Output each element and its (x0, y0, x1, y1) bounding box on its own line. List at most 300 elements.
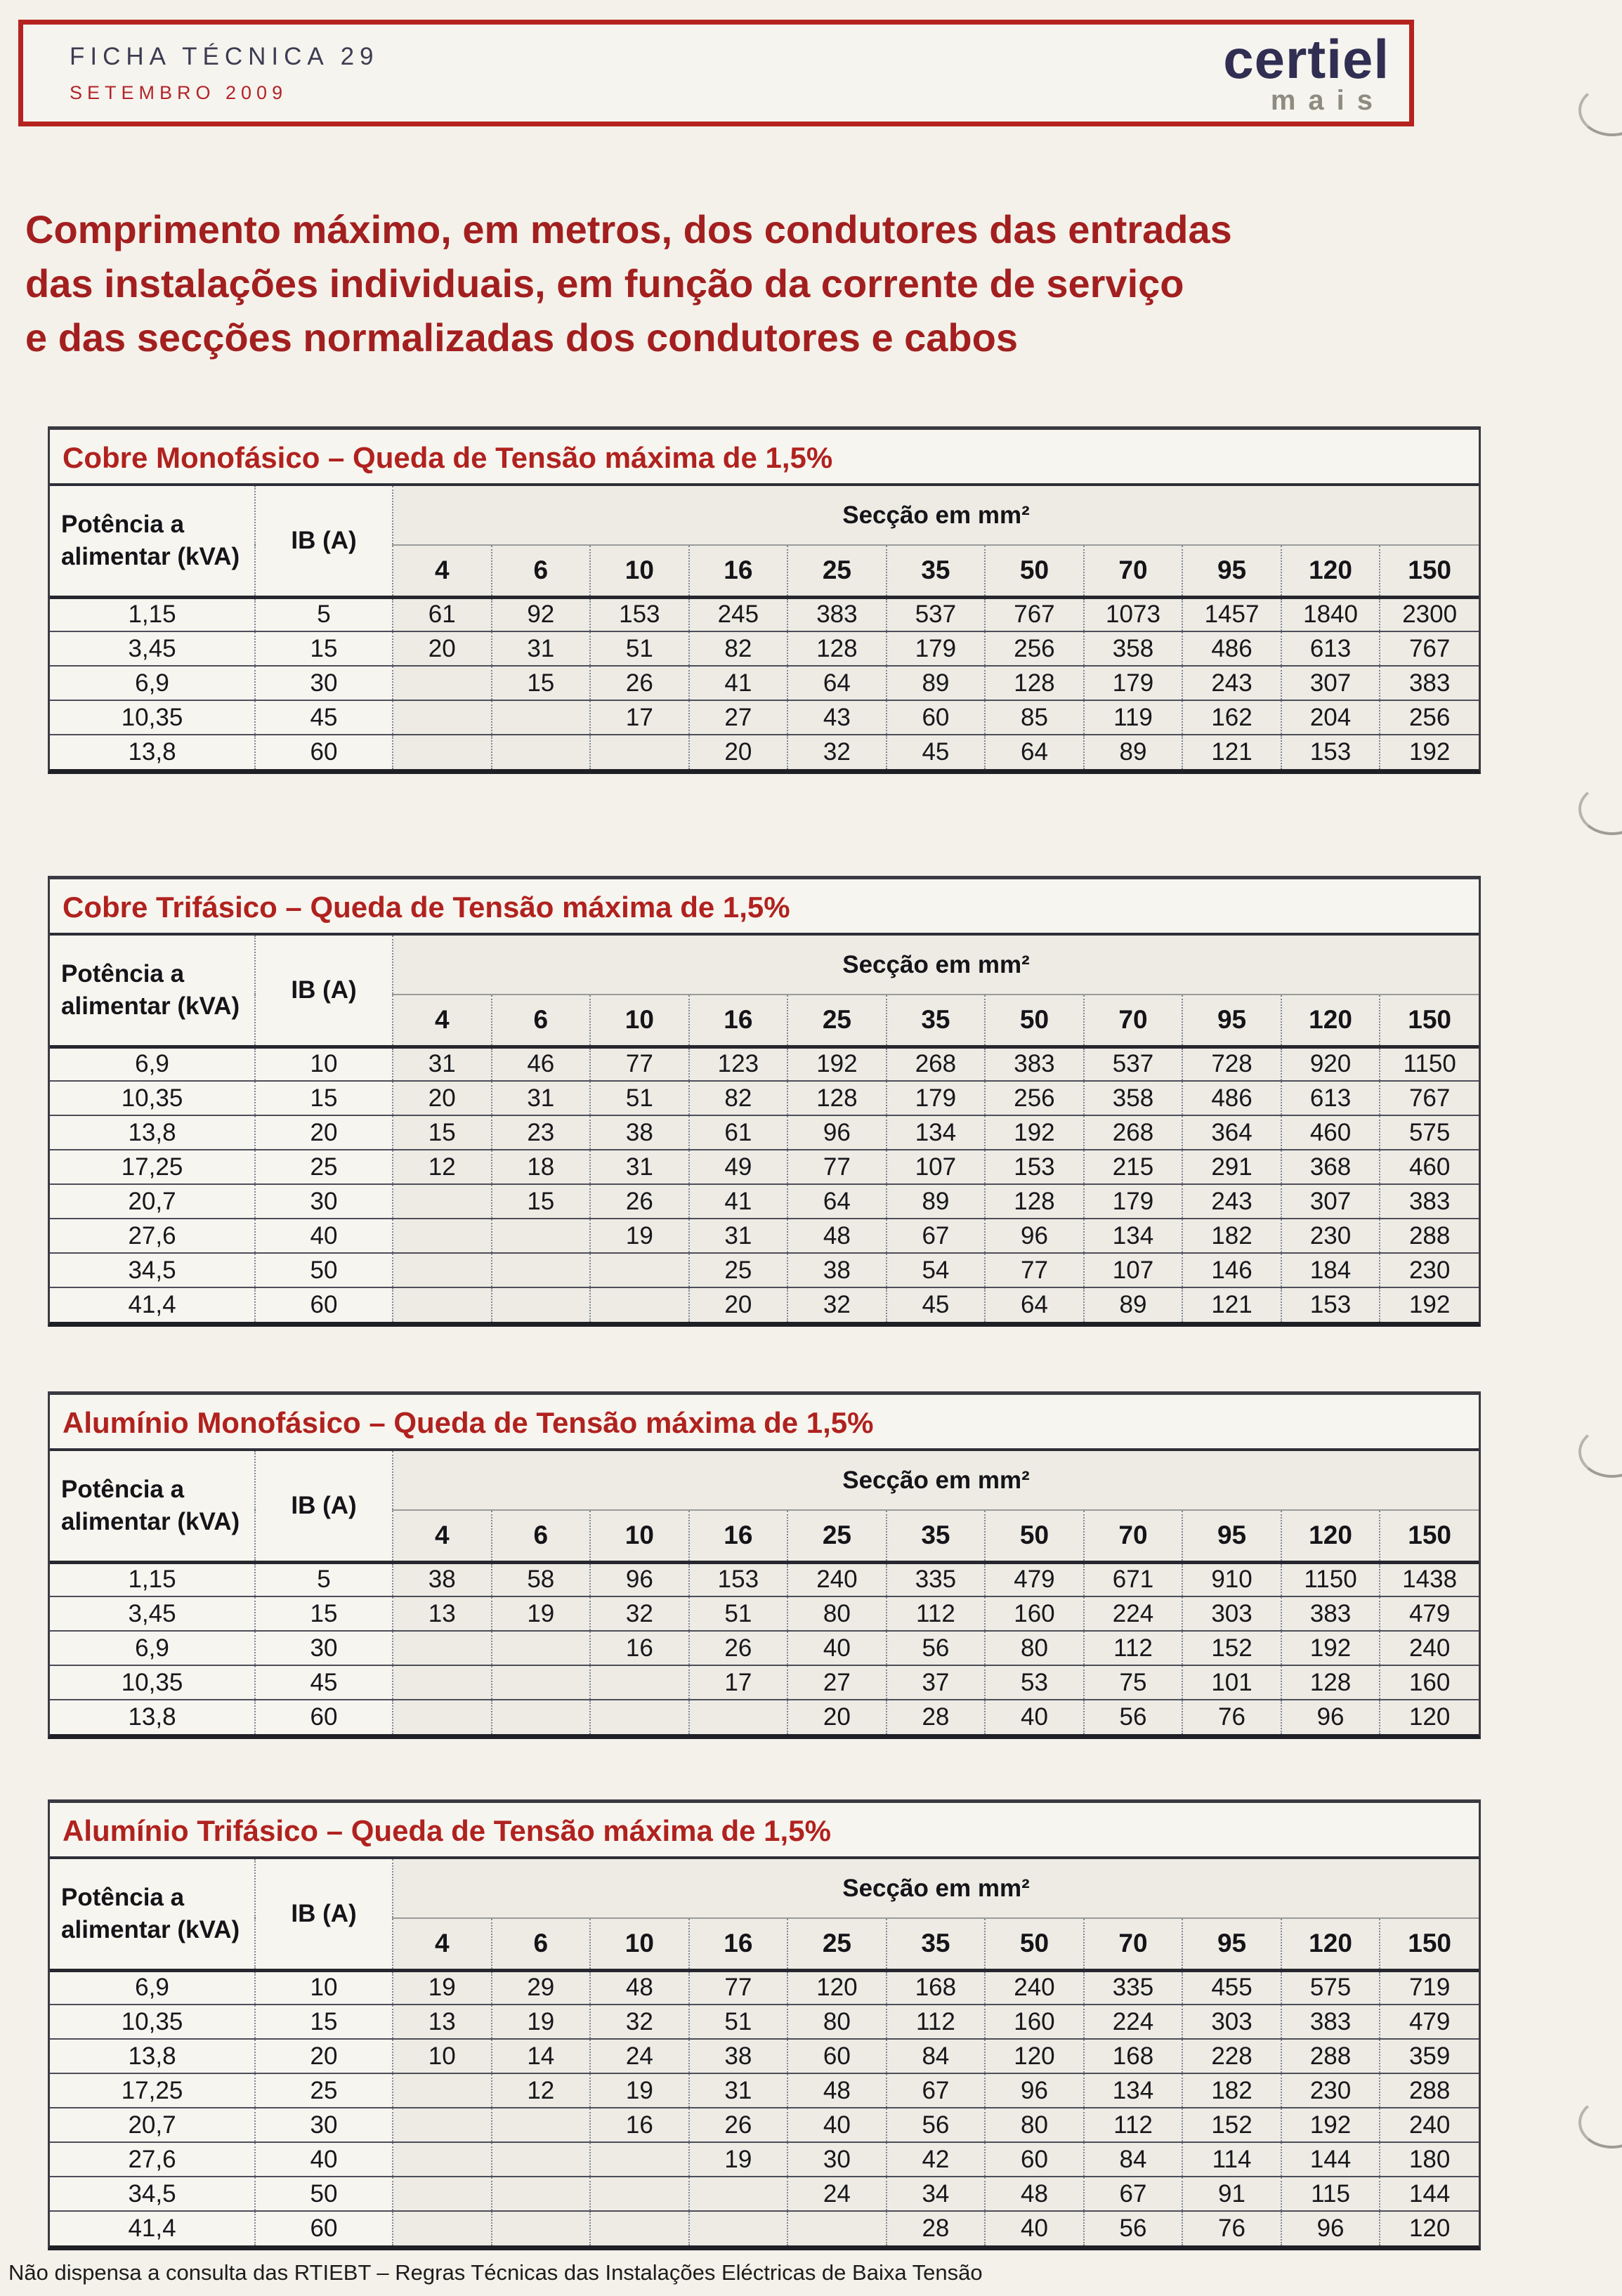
table-section-cobre-monofasico (48, 426, 1481, 774)
max-length-cell: 486 (1182, 1081, 1281, 1115)
max-length-cell: 671 (1084, 1562, 1183, 1596)
potencia-cell: 3,45 (50, 1596, 255, 1631)
section-size-header: 10 (590, 995, 689, 1047)
max-length-cell: 184 (1281, 1253, 1380, 1287)
section-size-header: 4 (393, 995, 492, 1047)
max-length-cell (393, 1631, 492, 1665)
section-size-header: 150 (1380, 1510, 1479, 1562)
max-length-cell: 134 (887, 1115, 986, 1150)
max-length-cell: 224 (1084, 1596, 1183, 1631)
max-length-cell: 121 (1182, 735, 1281, 769)
max-length-cell: 240 (1380, 2108, 1479, 2142)
max-length-cell: 335 (887, 1562, 986, 1596)
section-size-header: 25 (787, 1918, 887, 1970)
max-length-cell: 38 (689, 2039, 788, 2073)
max-length-cell: 153 (590, 597, 689, 631)
potencia-cell: 34,5 (50, 1253, 255, 1287)
potencia-cell: 13,8 (50, 1700, 255, 1734)
max-length-cell: 120 (985, 2039, 1084, 2073)
seccao-group-header: Secção em mm² (393, 936, 1479, 995)
max-length-cell (393, 1219, 492, 1253)
section-size-header: 150 (1380, 995, 1479, 1047)
max-length-cell: 179 (1084, 666, 1183, 700)
section-size-header: 6 (492, 545, 591, 597)
max-length-cell: 89 (887, 666, 986, 700)
max-length-cell: 30 (787, 2142, 887, 2177)
max-length-cell: 1438 (1380, 1562, 1479, 1596)
max-length-cell (492, 1287, 591, 1322)
max-length-cell: 152 (1182, 2108, 1281, 2142)
section-size-header: 25 (787, 545, 887, 597)
ib-cell: 45 (255, 1665, 393, 1700)
potencia-cell: 10,35 (50, 1081, 255, 1115)
page-title (25, 202, 1580, 365)
max-length-cell: 101 (1182, 1665, 1281, 1700)
max-length-cell: 359 (1380, 2039, 1479, 2073)
max-length-cell (393, 1287, 492, 1322)
max-length-cell: 46 (492, 1047, 591, 1081)
max-length-cell: 153 (1281, 1287, 1380, 1322)
max-length-cell: 31 (689, 2073, 788, 2108)
ib-cell: 15 (255, 631, 393, 666)
max-length-cell: 51 (689, 1596, 788, 1631)
page-title-line-3: e das secções normalizadas dos condutores e cabos (25, 315, 1018, 360)
table-row (50, 1287, 1479, 1322)
max-length-cell: 17 (590, 700, 689, 735)
max-length-cell: 358 (1084, 631, 1183, 666)
max-length-cell: 128 (985, 666, 1084, 700)
max-length-cell: 19 (689, 2142, 788, 2177)
max-length-cell: 179 (887, 1081, 986, 1115)
max-length-cell: 38 (393, 1562, 492, 1596)
max-length-cell: 40 (787, 2108, 887, 2142)
max-length-cell: 460 (1380, 1150, 1479, 1184)
max-length-cell: 45 (887, 735, 986, 769)
max-length-cell (492, 2211, 591, 2245)
max-length-cell: 192 (1380, 1287, 1479, 1322)
max-length-cell: 256 (985, 1081, 1084, 1115)
ib-column-header: IB (A) (255, 1451, 393, 1562)
max-length-cell: 96 (590, 1562, 689, 1596)
document-reference: FICHA TÉCNICA 29 (70, 42, 379, 70)
max-length-cell: 60 (985, 2142, 1084, 2177)
section-size-header: 4 (393, 1510, 492, 1562)
potencia-header-line-1: Potência a (61, 960, 185, 988)
page-curl-artifact (1578, 783, 1622, 835)
potencia-cell: 27,6 (50, 1219, 255, 1253)
max-length-cell: 26 (590, 1184, 689, 1219)
ib-cell: 50 (255, 1253, 393, 1287)
page-curl-artifact (1578, 84, 1622, 136)
section-size-header: 25 (787, 995, 887, 1047)
max-length-cell: 15 (492, 666, 591, 700)
max-length-cell: 460 (1281, 1115, 1380, 1150)
max-length-cell: 32 (787, 1287, 887, 1322)
section-size-header: 6 (492, 1510, 591, 1562)
max-length-cell: 112 (887, 1596, 986, 1631)
max-length-cell: 120 (787, 1970, 887, 2005)
ib-cell: 45 (255, 700, 393, 735)
ib-cell: 60 (255, 2211, 393, 2245)
max-length-cell: 182 (1182, 1219, 1281, 1253)
max-length-cell: 42 (887, 2142, 986, 2177)
ib-cell: 50 (255, 2177, 393, 2211)
max-length-cell: 61 (393, 597, 492, 631)
max-length-cell: 75 (1084, 1665, 1183, 1700)
section-size-header: 35 (887, 1510, 986, 1562)
section-size-header: 25 (787, 1510, 887, 1562)
potencia-column-header (50, 486, 255, 597)
max-length-cell: 134 (1084, 2073, 1183, 2108)
table-row (50, 2177, 1479, 2211)
table-row (50, 1081, 1479, 1115)
max-length-cell: 51 (689, 2005, 788, 2039)
max-length-cell: 28 (887, 2211, 986, 2245)
potencia-cell: 6,9 (50, 1047, 255, 1081)
max-length-cell (393, 700, 492, 735)
max-length-cell: 19 (590, 1219, 689, 1253)
max-length-cell: 20 (393, 1081, 492, 1115)
max-length-cell: 1073 (1084, 597, 1183, 631)
max-length-cell (590, 735, 689, 769)
max-length-cell: 112 (887, 2005, 986, 2039)
max-length-cell: 80 (787, 2005, 887, 2039)
potencia-cell: 13,8 (50, 1115, 255, 1150)
seccao-group-header: Secção em mm² (393, 486, 1479, 545)
max-length-cell: 153 (689, 1562, 788, 1596)
max-length-cell (393, 2211, 492, 2245)
ib-cell: 25 (255, 1150, 393, 1184)
max-length-cell: 240 (1380, 1631, 1479, 1665)
potencia-header-line-2: alimentar (kVA) (61, 542, 240, 570)
max-length-cell: 224 (1084, 2005, 1183, 2039)
max-length-cell: 80 (985, 2108, 1084, 2142)
table-title: Cobre Monofásico – Queda de Tensão máxima de 1,5% (50, 430, 1479, 486)
max-length-cell: 288 (1380, 1219, 1479, 1253)
max-length-cell (393, 2108, 492, 2142)
max-length-cell: 12 (393, 1150, 492, 1184)
max-length-cell: 32 (787, 735, 887, 769)
potencia-cell: 13,8 (50, 735, 255, 769)
max-length-cell: 383 (985, 1047, 1084, 1081)
page-title-line-1: Comprimento máximo, em metros, dos condutores das entradas (25, 207, 1232, 251)
max-length-cell: 1840 (1281, 597, 1380, 631)
max-length-cell: 96 (1281, 2211, 1380, 2245)
max-length-cell: 920 (1281, 1047, 1380, 1081)
max-length-cell: 77 (689, 1970, 788, 2005)
max-length-cell: 31 (689, 1219, 788, 1253)
page-curl-artifact (1578, 1426, 1622, 1478)
max-length-cell: 56 (1084, 1700, 1183, 1734)
potencia-header-line-1: Potência a (61, 1476, 185, 1504)
max-length-cell: 31 (393, 1047, 492, 1081)
max-length-cell: 128 (1281, 1665, 1380, 1700)
max-length-cell: 537 (887, 597, 986, 631)
ib-cell: 60 (255, 735, 393, 769)
potencia-cell: 6,9 (50, 1970, 255, 2005)
potencia-column-header (50, 1451, 255, 1562)
max-length-cell (393, 1184, 492, 1219)
max-length-cell: 37 (887, 1665, 986, 1700)
max-length-cell: 243 (1182, 666, 1281, 700)
max-length-cell: 92 (492, 597, 591, 631)
max-length-cell: 64 (985, 1287, 1084, 1322)
max-length-cell: 128 (787, 1081, 887, 1115)
max-length-cell: 192 (985, 1115, 1084, 1150)
ib-cell: 15 (255, 1596, 393, 1631)
potencia-header-line-1: Potência a (61, 511, 185, 539)
max-length-cell: 144 (1380, 2177, 1479, 2211)
ib-cell: 30 (255, 1184, 393, 1219)
max-length-cell (492, 2108, 591, 2142)
table-row (50, 1115, 1479, 1150)
max-length-cell: 119 (1084, 700, 1183, 735)
max-length-cell: 160 (985, 2005, 1084, 2039)
max-length-cell: 26 (689, 1631, 788, 1665)
max-length-cell: 575 (1281, 1970, 1380, 2005)
max-length-cell: 256 (985, 631, 1084, 666)
potencia-cell: 20,7 (50, 1184, 255, 1219)
max-length-cell: 479 (985, 1562, 1084, 1596)
potencia-cell: 10,35 (50, 2005, 255, 2039)
ib-cell: 5 (255, 1562, 393, 1596)
section-size-header: 70 (1084, 545, 1183, 597)
max-length-cell: 153 (985, 1150, 1084, 1184)
max-length-cell: 43 (787, 700, 887, 735)
max-length-cell: 364 (1182, 1115, 1281, 1150)
potencia-cell: 3,45 (50, 631, 255, 666)
max-length-cell: 307 (1281, 1184, 1380, 1219)
max-length-cell: 303 (1182, 2005, 1281, 2039)
max-length-cell: 179 (1084, 1184, 1183, 1219)
max-length-cell: 18 (492, 1150, 591, 1184)
max-length-cell: 16 (590, 1631, 689, 1665)
max-length-cell: 28 (887, 1700, 986, 1734)
max-length-cell: 89 (1084, 735, 1183, 769)
max-length-cell: 240 (985, 1970, 1084, 2005)
table-row (50, 2039, 1479, 2073)
potencia-cell: 6,9 (50, 1631, 255, 1665)
section-size-header: 35 (887, 995, 986, 1047)
max-length-cell: 575 (1380, 1115, 1479, 1150)
max-length-cell (393, 2142, 492, 2177)
max-length-cell: 24 (787, 2177, 887, 2211)
max-length-cell (492, 1253, 591, 1287)
table-row (50, 631, 1479, 666)
max-length-cell: 115 (1281, 2177, 1380, 2211)
max-length-cell (492, 735, 591, 769)
max-length-cell: 96 (787, 1115, 887, 1150)
max-length-cell: 268 (1084, 1115, 1183, 1150)
max-length-cell: 38 (787, 1253, 887, 1287)
max-length-cell: 114 (1182, 2142, 1281, 2177)
max-length-cell (393, 2177, 492, 2211)
table-row (50, 2142, 1479, 2177)
max-length-cell: 123 (689, 1047, 788, 1081)
max-length-cell: 60 (787, 2039, 887, 2073)
max-length-cell: 45 (887, 1287, 986, 1322)
section-size-header: 50 (985, 545, 1084, 597)
max-length-cell: 228 (1182, 2039, 1281, 2073)
max-length-cell: 31 (492, 1081, 591, 1115)
max-length-cell: 77 (590, 1047, 689, 1081)
max-length-cell: 112 (1084, 1631, 1183, 1665)
table-title: Cobre Trifásico – Queda de Tensão máxima de 1,5% (50, 879, 1479, 936)
section-size-header: 70 (1084, 1510, 1183, 1562)
max-length-cell: 13 (393, 1596, 492, 1631)
max-length-cell (590, 1287, 689, 1322)
table-title: Alumínio Monofásico – Queda de Tensão máxima de 1,5% (50, 1395, 1479, 1451)
certiel-logo (1223, 28, 1389, 116)
potencia-column-header (50, 1859, 255, 1970)
max-length-cell: 19 (393, 1970, 492, 2005)
max-length-cell: 168 (887, 1970, 986, 2005)
max-length-cell (492, 1631, 591, 1665)
section-size-header: 70 (1084, 1918, 1183, 1970)
ib-cell: 30 (255, 2108, 393, 2142)
max-length-cell: 31 (590, 1150, 689, 1184)
max-length-cell: 51 (590, 631, 689, 666)
max-length-cell: 48 (787, 1219, 887, 1253)
max-length-cell: 82 (689, 1081, 788, 1115)
max-length-cell (393, 735, 492, 769)
max-length-cell: 84 (1084, 2142, 1183, 2177)
potencia-header-line-2: alimentar (kVA) (61, 992, 240, 1020)
max-length-cell: 168 (1084, 2039, 1183, 2073)
max-length-cell: 56 (1084, 2211, 1183, 2245)
potencia-cell: 17,25 (50, 2073, 255, 2108)
max-length-cell: 26 (689, 2108, 788, 2142)
max-length-cell: 67 (887, 2073, 986, 2108)
max-length-cell: 27 (787, 1665, 887, 1700)
max-length-cell: 134 (1084, 1219, 1183, 1253)
max-length-cell: 455 (1182, 1970, 1281, 2005)
max-length-cell (590, 2142, 689, 2177)
max-length-cell: 288 (1380, 2073, 1479, 2108)
max-length-cell: 12 (492, 2073, 591, 2108)
table-row (50, 1665, 1479, 1700)
max-length-cell: 479 (1380, 2005, 1479, 2039)
max-length-cell: 54 (887, 1253, 986, 1287)
logo-subtitle: mais (1270, 85, 1385, 116)
max-length-cell: 80 (985, 1631, 1084, 1665)
max-length-cell: 107 (887, 1150, 986, 1184)
max-length-cell: 613 (1281, 1081, 1380, 1115)
seccao-group-header: Secção em mm² (393, 1451, 1479, 1510)
data-table-cobre-monofasico (50, 486, 1479, 769)
max-length-cell: 48 (590, 1970, 689, 2005)
max-length-cell: 89 (1084, 1287, 1183, 1322)
table-row (50, 597, 1479, 631)
max-length-cell (787, 2211, 887, 2245)
max-length-cell: 107 (1084, 1253, 1183, 1287)
max-length-cell: 128 (985, 1184, 1084, 1219)
section-size-header: 16 (689, 545, 788, 597)
max-length-cell: 1150 (1281, 1562, 1380, 1596)
max-length-cell: 89 (887, 1184, 986, 1219)
section-size-header: 10 (590, 1918, 689, 1970)
ib-column-header: IB (A) (255, 936, 393, 1047)
max-length-cell (492, 1665, 591, 1700)
footer-note: Não dispensa a consulta das RTIEBT – Regras Técnicas das Instalações Eléctricas de Baixa Tensão (8, 2260, 983, 2285)
max-length-cell: 479 (1380, 1596, 1479, 1631)
max-length-cell: 64 (787, 1184, 887, 1219)
max-length-cell: 153 (1281, 735, 1380, 769)
max-length-cell: 19 (492, 1596, 591, 1631)
max-length-cell: 180 (1380, 2142, 1479, 2177)
max-length-cell: 48 (985, 2177, 1084, 2211)
max-length-cell: 80 (787, 1596, 887, 1631)
table-row (50, 1047, 1479, 1081)
max-length-cell: 19 (590, 2073, 689, 2108)
ib-cell: 40 (255, 2142, 393, 2177)
document-date: SETEMBRO 2009 (70, 81, 288, 103)
max-length-cell: 20 (787, 1700, 887, 1734)
max-length-cell: 96 (1281, 1700, 1380, 1734)
max-length-cell: 613 (1281, 631, 1380, 666)
table-row (50, 2108, 1479, 2142)
max-length-cell: 152 (1182, 1631, 1281, 1665)
max-length-cell: 49 (689, 1150, 788, 1184)
data-table-cobre-trifasico (50, 936, 1479, 1322)
max-length-cell: 14 (492, 2039, 591, 2073)
table-row (50, 1219, 1479, 1253)
max-length-cell (492, 2142, 591, 2177)
seccao-group-header: Secção em mm² (393, 1859, 1479, 1918)
table-section-aluminio-monofasico (48, 1391, 1481, 1739)
max-length-cell: 16 (590, 2108, 689, 2142)
ib-cell: 15 (255, 2005, 393, 2039)
max-length-cell: 17 (689, 1665, 788, 1700)
max-length-cell: 27 (689, 700, 788, 735)
max-length-cell: 240 (787, 1562, 887, 1596)
max-length-cell (393, 1665, 492, 1700)
max-length-cell: 20 (689, 735, 788, 769)
max-length-cell: 146 (1182, 1253, 1281, 1287)
max-length-cell: 179 (887, 631, 986, 666)
potencia-cell: 1,15 (50, 597, 255, 631)
max-length-cell: 77 (787, 1150, 887, 1184)
max-length-cell: 61 (689, 1115, 788, 1150)
section-size-header: 120 (1281, 1510, 1380, 1562)
max-length-cell: 121 (1182, 1287, 1281, 1322)
max-length-cell: 144 (1281, 2142, 1380, 2177)
max-length-cell: 192 (787, 1047, 887, 1081)
max-length-cell: 56 (887, 1631, 986, 1665)
table-section-cobre-trifasico (48, 876, 1481, 1327)
max-length-cell: 34 (887, 2177, 986, 2211)
max-length-cell: 60 (887, 700, 986, 735)
section-size-header: 150 (1380, 1918, 1479, 1970)
section-size-header: 95 (1182, 1510, 1281, 1562)
max-length-cell: 41 (689, 1184, 788, 1219)
ib-cell: 15 (255, 1081, 393, 1115)
data-table-aluminio-trifasico (50, 1859, 1479, 2245)
table-row (50, 1631, 1479, 1665)
max-length-cell (492, 1700, 591, 1734)
max-length-cell: 192 (1281, 1631, 1380, 1665)
max-length-cell: 64 (787, 666, 887, 700)
max-length-cell: 162 (1182, 700, 1281, 735)
potencia-cell: 27,6 (50, 2142, 255, 2177)
ib-cell: 60 (255, 1287, 393, 1322)
section-size-header: 150 (1380, 545, 1479, 597)
max-length-cell: 56 (887, 2108, 986, 2142)
max-length-cell: 767 (1380, 1081, 1479, 1115)
table-row (50, 1562, 1479, 1596)
max-length-cell: 383 (1281, 2005, 1380, 2039)
max-length-cell: 192 (1380, 735, 1479, 769)
